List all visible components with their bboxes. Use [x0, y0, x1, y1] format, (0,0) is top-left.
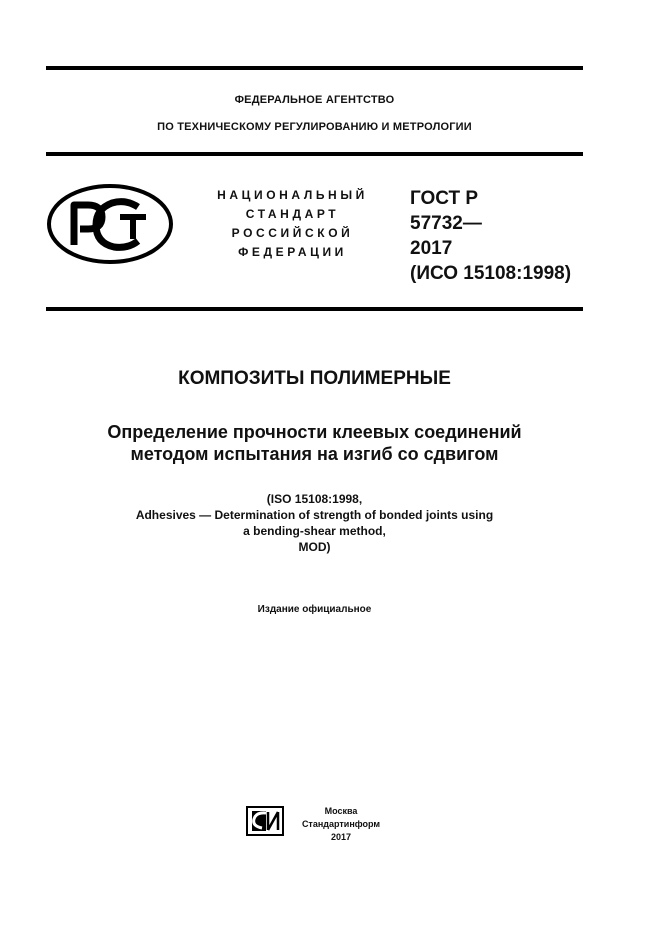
- standard-code: [410, 186, 571, 286]
- standard-code-line: 2017: [410, 238, 453, 259]
- publisher-block: [286, 805, 396, 844]
- subtitle-line: Определение прочности клеевых соединений: [107, 422, 522, 442]
- subtitle-line: методом испытания на изгиб со сдвигом: [130, 444, 499, 464]
- english-reference: [46, 491, 583, 555]
- standard-type-line: НАЦИОНАЛЬНЫЙ: [217, 188, 368, 202]
- standartinform-logo-icon: [246, 806, 284, 836]
- header-bottom-rule: [46, 152, 583, 156]
- publisher-city: Москва: [324, 806, 358, 816]
- standard-code-line: (ИСО 15108:1998): [410, 263, 572, 284]
- national-standard-label: [200, 186, 385, 262]
- standard-code-line: ГОСТ Р: [410, 188, 479, 209]
- agency-line-1: ФЕДЕРАЛЬНОЕ АГЕНТСТВО: [234, 94, 395, 106]
- standard-type-line: ФЕДЕРАЦИИ: [238, 245, 347, 259]
- english-line: MOD): [298, 540, 331, 554]
- official-edition-label: Издание официальное: [257, 604, 372, 615]
- agency-line-2: ПО ТЕХНИЧЕСКОМУ РЕГУЛИРОВАНИЮ И МЕТРОЛОГИИ: [157, 121, 472, 133]
- publisher-name: Стандартинформ: [301, 819, 381, 829]
- standard-block-rule: [46, 307, 583, 311]
- standard-code-line: 57732—: [410, 213, 482, 234]
- publisher-year: 2017: [330, 832, 352, 842]
- standard-type-line: СТАНДАРТ: [245, 207, 340, 221]
- document-subtitle: [46, 421, 583, 465]
- rst-logo-icon: [46, 183, 174, 265]
- document-title: КОМПОЗИТЫ ПОЛИМЕРНЫЕ: [178, 368, 451, 389]
- english-line: Adhesives — Determination of strength of bonded joints using: [135, 508, 494, 522]
- english-line: a bending-shear method,: [243, 524, 386, 538]
- top-rule: [46, 66, 583, 70]
- english-line: (ISO 15108:1998,: [266, 492, 363, 506]
- standard-type-line: РОССИЙСКОЙ: [231, 226, 354, 240]
